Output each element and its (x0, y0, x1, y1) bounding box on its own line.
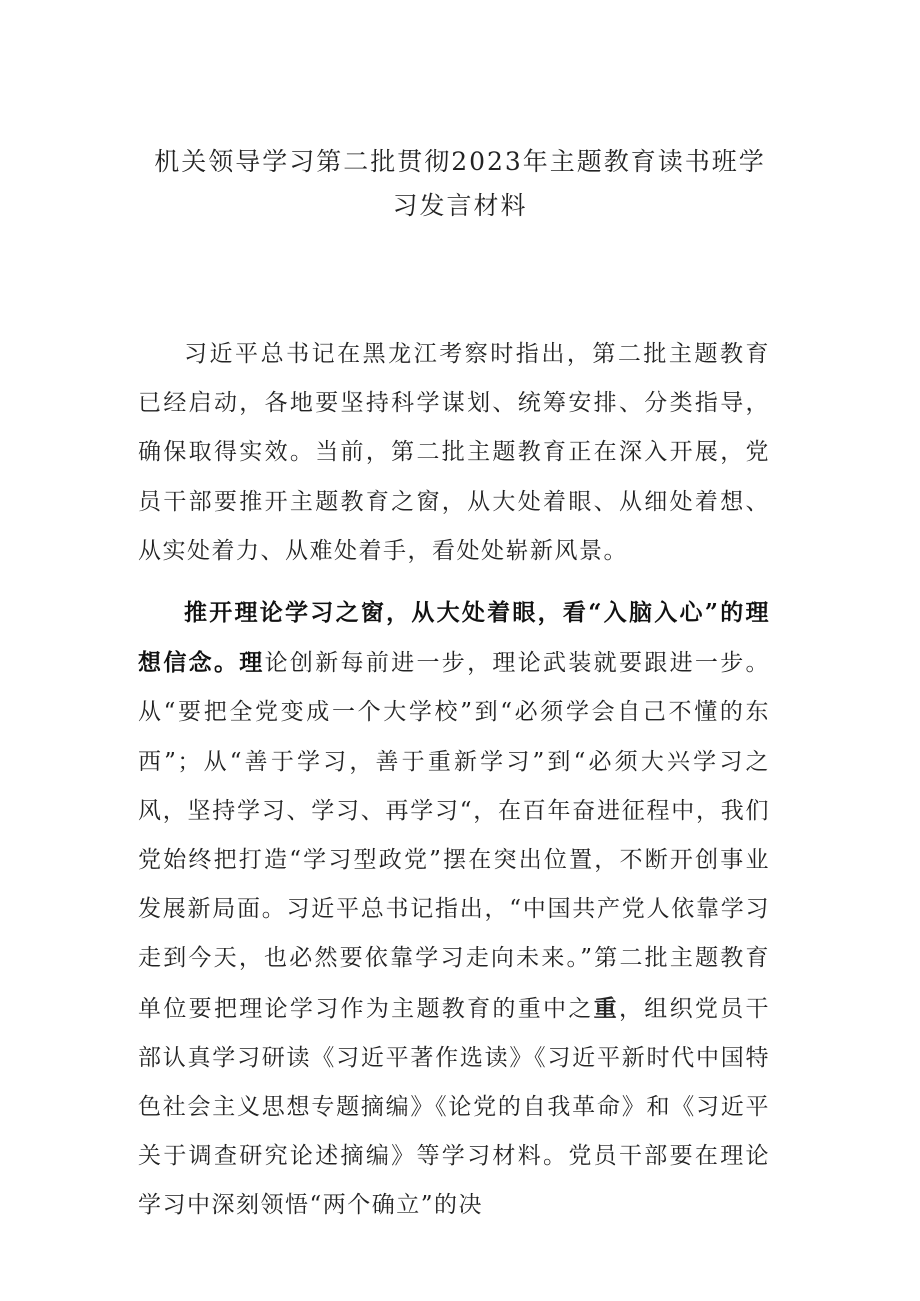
title-line-2: 习发言材料 (392, 191, 528, 220)
title-line-1: 机关领导学习第二批贯彻2023年主题教育读书班学 (154, 147, 766, 176)
emphasized-character: 重 (593, 994, 619, 1022)
intro-paragraph: 习近平总书记在黑龙江考察时指出，第二批主题教育已经启动，各地要坚持科学谋划、统筹安排、分类指导，确保取得实效。当前，第二批主题教育正在深入开展，党员干部要推开主题教育之窗，从大处着眼、从细处着想、从实处着力、从难处着手，看处处崭新风景。 (138, 341, 770, 564)
theory-study-paragraph (138, 588, 770, 1231)
paragraph-body-part-2: ，组织党员干部认真学习研读《习近平著作选读》《习近平新时代中国特色社会主义思想专题摘编》《论党的自我革命》和《习近平关于调查研究论述摘编》等学习材料。党员干部要在理论学习中深刻领悟“两个确立”的决 (138, 995, 770, 1219)
section-heading: 推开理论学习之窗，从大处着眼，看“入脑入心”的理想信念。理 (138, 599, 770, 677)
document-title (130, 140, 790, 228)
paragraph-body-part-1: 论创新每前进一步，理论武装就要跟进一步。从“要把全党变成一个大学校”到“必须学会自己不懂的东西”；从“善于学习，善于重新学习”到“必须大兴学习之风，坚持学习、学习、再学习“，在百年奋进征程中，我们党始终把打造“学习型政党”摆在突出位置，不断开创事业发展新局面。习近平总书记指出，“中国共产党人依靠学习走到今天，也必然要依靠学习走向未来。”第二批主题教育单位要把理论学习作为主题教育的重中之 (138, 650, 770, 1022)
